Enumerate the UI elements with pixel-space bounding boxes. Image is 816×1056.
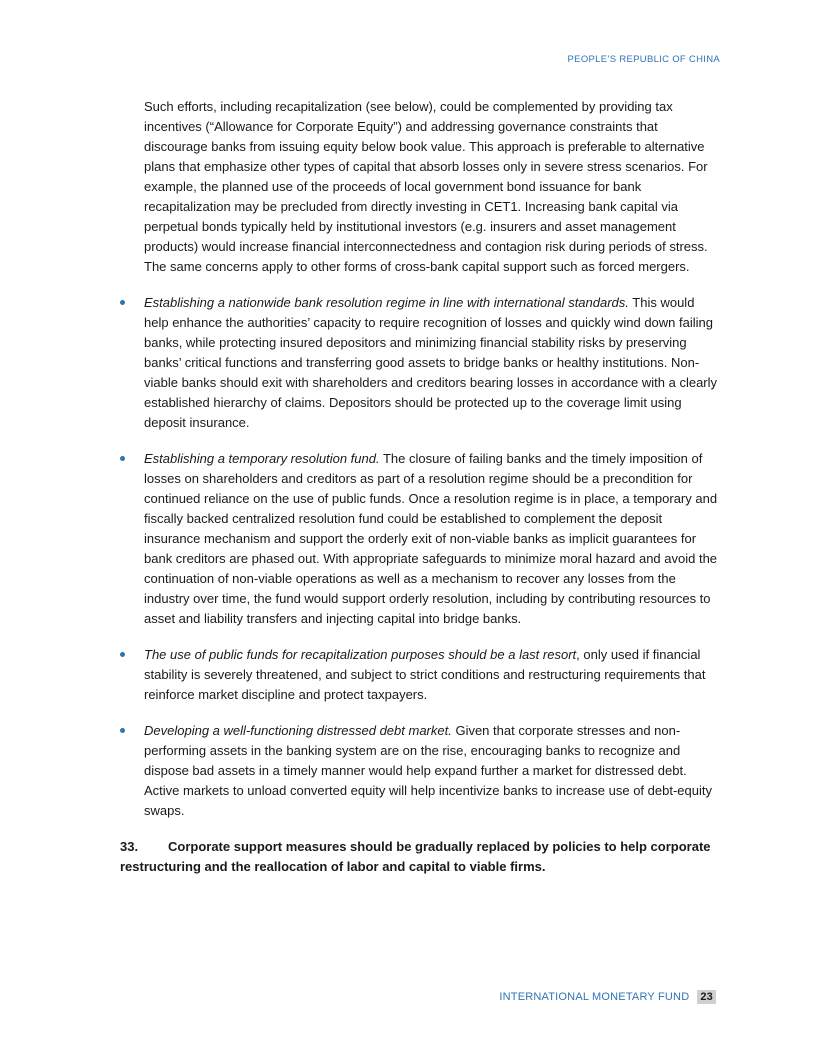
- intro-paragraph: Such efforts, including recapitalization (see below), could be complemented by providing tax incentives (“Allowance for Corporate Equity”) and addressing governance constraints that discourage banks from issuing equity below book value. This approach is preferable to alternative plans that emphasize other types of capital that absorb losses only in severe stress scenarios. For example, the planned use of the proceeds of local government bond issuance for bank recapitalization may be precluded from directly investing in CET1. Increasing bank capital via perpetual bonds typically held by institutional investors (e.g. insurers and asset management products) would increase financial interconnectedness and contagion risk during periods of stress. The same concerns apply to other forms of cross-bank capital support such as forced mergers.: [144, 99, 708, 274]
- bullet-lead: Developing a well-functioning distressed debt market.: [144, 723, 452, 738]
- page-footer: [499, 990, 716, 1004]
- bullet-text: The closure of failing banks and the timely imposition of losses on shareholders and creditors as part of a resolution regime should be a precondition for continued reliance on the use of public funds. Once a resolution regime is in place, a temporary and fiscally backed centralized resolution fund could be established to complement the deposit insurance mechanism and support the orderly exit of non-viable banks as implicit guarantees for bank creditors are phased out. With appropriate safeguards to minimize moral hazard and avoid the continuation of non-viable operations as well as a mechanism to recover any losses from the industry over time, the fund would support orderly resolution, including by contributing resources to asset and liability transfers and injecting capital into bridge banks.: [144, 451, 718, 626]
- bullet-lead: Establishing a temporary resolution fund.: [144, 451, 380, 466]
- bullet-text: , only used if financial stability is severely threatened, and subject to strict conditions and restructuring requirements that reinforce market discipline and protect taxpayers.: [144, 647, 706, 702]
- section-heading: [120, 837, 720, 877]
- bullet-dot-icon: [120, 300, 125, 305]
- bullet-lead: Establishing a nationwide bank resolution regime in line with international standards.: [144, 295, 629, 310]
- bullet-text: Given that corporate stresses and non-performing assets in the banking system are on the rise, encouraging banks to recognize and dispose bad assets in a timely manner would help expand further a market for distressed debt. Active markets to unload converted equity will help incentivize banks to increase use of debt-equity swaps.: [144, 723, 712, 818]
- footer-publisher: INTERNATIONAL MONETARY FUND: [499, 991, 690, 1003]
- page-content: [120, 97, 720, 877]
- page-number: 23: [697, 990, 716, 1004]
- running-header: PEOPLE’S REPUBLIC OF CHINA: [567, 54, 720, 65]
- bullet-dot-icon: [120, 652, 125, 657]
- bullet-item: [120, 721, 720, 821]
- bullet-item: [120, 645, 720, 705]
- section-number: 33.: [120, 839, 139, 854]
- bullet-item: [120, 293, 720, 433]
- section-heading-text: Corporate support measures should be gradually replaced by policies to help corporate restructuring and the reallocation of labor and capital to viable firms.: [120, 839, 711, 874]
- bullet-item: [120, 449, 720, 629]
- bullet-dot-icon: [120, 456, 125, 461]
- bullet-dot-icon: [120, 728, 125, 733]
- bullet-lead: The use of public funds for recapitalization purposes should be a last resort: [144, 647, 577, 662]
- bullet-text: This would help enhance the authorities’ capacity to require recognition of losses and quickly wind down failing banks, while protecting insured depositors and minimizing financial stability risks by preserving banks’ critical functions and transferring good assets to bridge banks or healthy institutions. Non-viable banks should exit with shareholders and creditors bearing losses in accordance with a clearly established hierarchy of claims. Depositors should be protected up to the coverage limit using deposit insurance.: [144, 295, 718, 430]
